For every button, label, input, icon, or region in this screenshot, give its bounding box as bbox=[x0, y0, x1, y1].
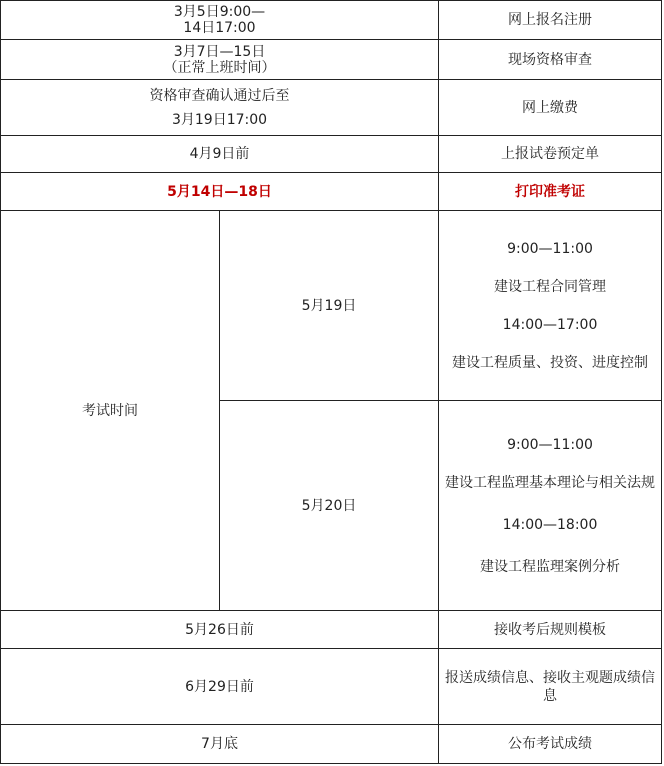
exam-session-cell bbox=[439, 401, 662, 611]
table-row bbox=[1, 1, 662, 40]
exam-session-cell bbox=[439, 211, 662, 401]
table-row bbox=[1, 40, 662, 80]
date-line: 3月7日—15日 bbox=[173, 43, 266, 60]
table-row bbox=[1, 136, 662, 173]
session-subject: 建设工程监理基本理论与相关法规 bbox=[445, 474, 656, 491]
session-subject: 建设工程质量、投资、进度控制 bbox=[452, 354, 649, 371]
date-cell: 6月29日前 bbox=[1, 649, 439, 725]
task-cell: 网上报名注册 bbox=[439, 1, 662, 40]
date-line: 3月5日9:00— bbox=[173, 4, 266, 20]
date-line: 14日17:00 bbox=[183, 20, 256, 36]
date-line: 资格审查确认通过后至 bbox=[149, 87, 290, 104]
task-cell: 现场资格审查 bbox=[439, 40, 662, 80]
session-time: 14:00—17:00 bbox=[502, 316, 598, 333]
date-cell bbox=[1, 80, 439, 136]
table-row bbox=[1, 611, 662, 649]
task-cell: 上报试卷预定单 bbox=[439, 136, 662, 173]
task-cell: 报送成绩信息、接收主观题成绩信息 bbox=[439, 649, 662, 725]
date-cell bbox=[1, 40, 439, 80]
date-line: （正常上班时间） bbox=[163, 59, 276, 76]
session-time: 9:00—11:00 bbox=[507, 240, 593, 257]
exam-time-label: 考试时间 bbox=[1, 211, 220, 611]
task-cell: 接收考后规则模板 bbox=[439, 611, 662, 649]
session-time: 14:00—18:00 bbox=[502, 516, 598, 533]
exam-date-cell: 5月20日 bbox=[220, 401, 439, 611]
exam-date-cell: 5月19日 bbox=[220, 211, 439, 401]
session-time: 9:00—11:00 bbox=[507, 436, 593, 453]
date-cell: 7月底 bbox=[1, 725, 439, 764]
table-row bbox=[1, 649, 662, 725]
table-row bbox=[1, 725, 662, 764]
task-cell: 公布考试成绩 bbox=[439, 725, 662, 764]
session-subject: 建设工程监理案例分析 bbox=[480, 558, 621, 575]
table-row bbox=[1, 211, 662, 401]
date-cell: 4月9日前 bbox=[1, 136, 439, 173]
date-cell: 5月26日前 bbox=[1, 611, 439, 649]
session-subject: 建设工程合同管理 bbox=[494, 278, 607, 295]
date-cell: 5月14日—18日 bbox=[1, 173, 439, 211]
date-cell bbox=[1, 1, 439, 40]
table-row bbox=[1, 80, 662, 136]
date-line: 3月19日17:00 bbox=[171, 111, 268, 128]
table-row bbox=[1, 173, 662, 211]
task-cell: 打印准考证 bbox=[439, 173, 662, 211]
task-cell: 网上缴费 bbox=[439, 80, 662, 136]
